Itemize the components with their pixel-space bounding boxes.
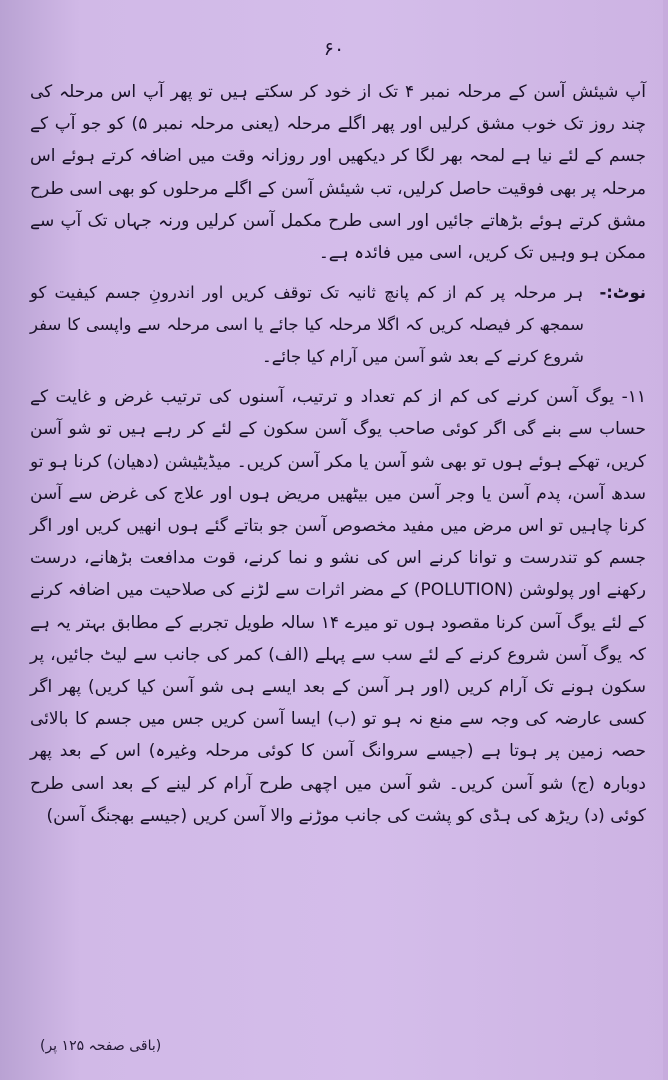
- section-11-text: ۱۱- یوگ آسن کرنے کی کم از کم تعداد و ترتیب، آسنوں کی ترتیب غرض و غایت کے حساب سے بنے گی اگر کوئی صاحب یوگ آسن سکون کے لئے کر رہے ہیں تو شو آسن کریں، تھکے ہوئے ہوں تو بھی شو آسن یا مکر آسن کریں۔ میڈیٹیشن (دھیان) کرنا ہو تو سدھ آسن، پدم آسن یا وجر آسن میں بیٹھیں مریض ہوں اور علاج کی غرض سے آسن کرنا چاہیں تو اس مرض میں مفید مخصوص آسن جو بتاتے گئے ہوں انھیں کریں اور اگر جسم کو تندرست و توانا کرنے اس کی نشو و نما کرنے، قوت مدافعت بڑھانے، درست رکھنے اور پولوشن (POLUTION) کے مضر اثرات سے لڑنے کی صلاحیت میں اضافہ کرنے کے لئے یوگ آسن کرنا مقصود ہوں تو میرے ۱۴ سالہ طویل تجربے کے مطابق بہتر یہ ہے کہ یوگ آسن شروع کرنے کے لئے سب سے پہلے (الف) کمر کی جانب سے لیٹ جائیں، پر سکون ہونے تک آرام کریں (اور ہر آسن کے بعد ایسے ہی شو آسن کیا کریں) پھر اگر کسی عارضہ کی وجہ سے منع نہ ہو تو (ب) ایسا آسن کریں جس میں جسم کا بالائی حصہ زمین پر ہوتا ہے (جیسے سروانگ آسن کا کوئی مرحلہ وغیرہ) اس کے بعد پھر دوبارہ (ج) شو آسن کریں۔ شو آسن میں اچھی طرح آرام کر لینے کے بعد اسی طرح کوئی (د) ریڑھ کی ہڈی کو پشت کی جانب موڑنے والا آسن کریں (جیسے بھجنگ آسن): [30, 387, 646, 826]
- note-text: ہر مرحلہ پر کم از کم پانچ ثانیہ تک توقف کریں اور اندرونِ جسم کیفیت کو سمجھ کر فیصلہ کریں کہ اگلا مرحلہ کیا جائے یا اسی مرحلہ سے واپسی کا سفر شروع کرنے کے بعد شو آسن میں آرام کیا جائے۔: [30, 283, 584, 367]
- continued-footer: (باقی صفحہ ۱۲۵ پر): [40, 1038, 162, 1054]
- paragraph-intro: آپ شیئش آسن کے مرحلہ نمبر ۴ تک از خود کر سکتے ہیں تو پھر آپ اس مرحلہ کی چند روز تک خوب مشق کرلیں اور پھر اگلے مرحلہ (یعنی مرحلہ نمبر ۵) کو جو آپ کے جسم کے لئے نیا ہے لمحہ بھر لگا کر دیکھیں اور روزانہ وقت میں اضافہ کرتے ہوئے اس مرحلہ پر بھی فوقیت حاصل کرلیں، تب شیئش آسن کے اگلے مرحلوں کو بھی اسی طرح مشق کرتے ہوئے بڑھاتے جائیں اور اسی طرح مکمل آسن کرلیں ورنہ جہاں تک آپ سے ممکن ہو وہیں تک کریں، اسی میں فائدہ ہے۔: [30, 82, 646, 264]
- page-body: [30, 76, 646, 1060]
- note-label: نوٹ:-: [599, 283, 647, 303]
- note-block: [30, 277, 646, 373]
- page-edge: [663, 0, 668, 1080]
- page-number: ۶۰: [323, 38, 345, 60]
